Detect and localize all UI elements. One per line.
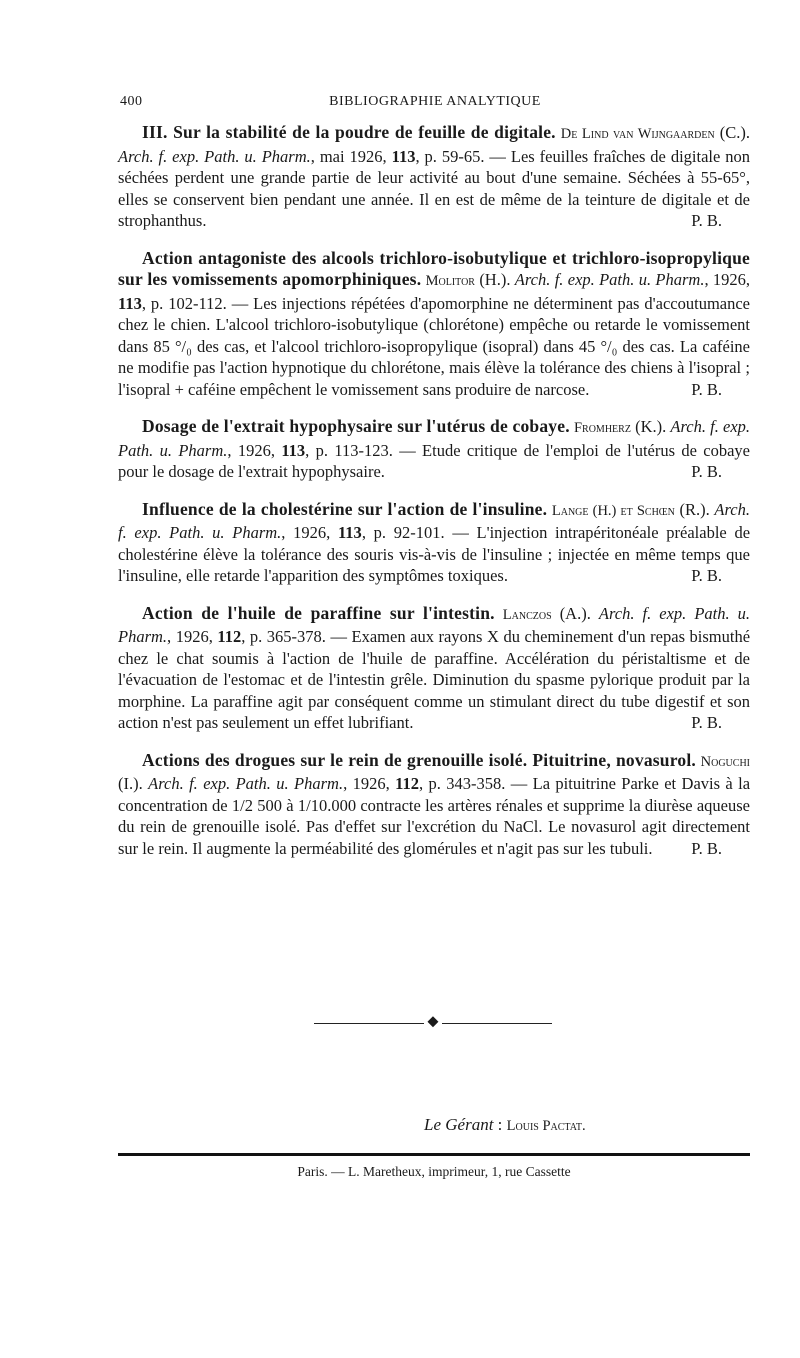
entry-journal: Arch. f. exp. Path. u. Pharm. bbox=[118, 146, 311, 166]
entry-paragraph bbox=[118, 416, 750, 483]
entry-pages: , p. 113-123. bbox=[305, 440, 393, 460]
entry-author: Molitor bbox=[425, 273, 475, 289]
entry-date: , mai 1926, bbox=[310, 146, 387, 166]
entry-volume: 112 bbox=[217, 627, 242, 646]
page-header bbox=[120, 94, 750, 116]
entry-journal: Arch. f. exp. Path. u. Pharm. bbox=[514, 270, 705, 289]
bibliography-entry bbox=[118, 750, 750, 860]
entry-author: Noguchi bbox=[700, 753, 750, 770]
entry-paragraph bbox=[118, 499, 750, 587]
entry-date: , 1926, bbox=[704, 270, 751, 289]
entry-paragraph bbox=[118, 248, 750, 401]
entry-journal: Arch. f. exp. Path. u. Pharm. bbox=[118, 417, 751, 460]
bibliography-entry bbox=[118, 122, 750, 232]
entry-journal: Arch. f. exp. Path. u. Pharm. bbox=[148, 774, 344, 793]
entry-abstract: — Etude critique de l'emploi de l'utérus de cobaye pour le dosage de l'extrait hypophysaire. bbox=[118, 440, 750, 481]
entry-title: Influence de la cholestérine sur l'action de l'insuline. bbox=[142, 498, 548, 519]
gerant-line: Le Gérant : Louis Pactat. bbox=[424, 1115, 586, 1134]
entry-author-initials: (K.). bbox=[635, 417, 667, 436]
entry-date: , 1926, bbox=[343, 774, 390, 793]
entry-abstract: — La pituitrine Parke et Davis à la concentration de 1/2 500 à 1/10.000 contracte les artères rénales et supprime la diurèse aqueuse du rein de grenouille isolé. Pas d'effet sur l'excrétion du NaCl. Le novasurol agit directement sur le rein. Il augmente la perméabilité des glomérules et n'agit pas sur les tubuli. bbox=[118, 774, 751, 858]
entry-signature: P. B. bbox=[691, 838, 722, 858]
gerant-name: Louis Pactat. bbox=[506, 1118, 586, 1134]
bibliography-entry bbox=[118, 416, 750, 483]
bibliography-entry bbox=[118, 248, 750, 401]
entry-journal: Arch. f. exp. Path. u. Pharm. bbox=[118, 499, 750, 542]
entry-author-initials: (I.). bbox=[118, 774, 143, 793]
running-title: BIBLIOGRAPHIE ANALYTIQUE bbox=[329, 94, 541, 109]
entry-author: De Lind van Wijngaarden bbox=[560, 126, 715, 142]
entry-volume: 113 bbox=[281, 440, 306, 460]
entry-title: Action antagoniste des alcools trichloro-isobutylique et trichloro-isopropylique sur les vomissements apomorphiniques. bbox=[118, 247, 750, 289]
entry-volume: 113 bbox=[118, 293, 142, 313]
ornament-icon: ⬥ bbox=[427, 1013, 439, 1030]
entry-abstract: — Les injections répétées d'apomorphine ne déterminent pas d'accoutumance chez le chien. L'alcool trichloro-isobutylique (chlorétone) empêche ou retarde le vomissement dans 85 °/₀ des cas, et l'alcool trichloro-isopropylique (isopral) dans 45 °/₀ des cas. La caféine ne modifie pas l'action hypnotique du chlorétone, mais élève la tolérance des chiens à l'isopral ; l'isopral + caféine empêchent le vomissement sans produire de narcose. bbox=[118, 293, 751, 399]
entry-author-initials: (H.). bbox=[479, 270, 511, 289]
entry-title: Actions des drogues sur le rein de grenouille isolé. Pituitrine, novasurol. bbox=[142, 749, 696, 770]
entry-signature: P. B. bbox=[691, 211, 722, 230]
entry-author: Lange (H.) et Schœn bbox=[551, 502, 675, 519]
entry-abstract: — L'injection intrapéritonéale préalable de cholestérine élève la tolérance des souris vis-à-vis de l'insuline ; injectée en même temps que l'insuline, elle retarde l'apparition des symptômes toxiques. bbox=[118, 523, 751, 585]
bibliography-list bbox=[118, 122, 750, 875]
entry-paragraph bbox=[118, 122, 750, 232]
entry-author-initials: (R.). bbox=[679, 499, 710, 519]
entry-signature: P. B. bbox=[691, 566, 722, 585]
entry-pages: , p. 92-101. bbox=[361, 523, 445, 542]
entry-title: III. Sur la stabilité de la poudre de feuille de digitale. bbox=[142, 122, 556, 142]
entry-author: Lanczos bbox=[502, 606, 552, 623]
entry-paragraph bbox=[118, 603, 750, 734]
printer-imprint: Paris. — L. Maretheux, imprimeur, 1, rue Cassette bbox=[297, 1164, 571, 1179]
entry-signature: P. B. bbox=[691, 379, 722, 399]
entry-pages: , p. 59-65. bbox=[415, 146, 485, 166]
gerant-label: Le Gérant bbox=[424, 1115, 494, 1134]
entry-abstract: — Examen aux rayons X du cheminement d'un repas bismuthé chez le chat soumis à l'action de l'huile de paraffine. Accélération du péristaltisme et de l'évacuation de l'estomac et de l'intestin grêle. Diminution du spasme pylorique produit par la morphine. La paraffine agit par conséquent comme un stimulant direct du tube digestif et son action n'est pas seulement un effet lubrifiant. bbox=[118, 627, 751, 732]
entry-date: , 1926, bbox=[227, 440, 275, 460]
entry-volume: 113 bbox=[337, 523, 362, 542]
entry-volume: 112 bbox=[395, 774, 419, 793]
entry-volume: 113 bbox=[391, 146, 416, 166]
entry-signature: P. B. bbox=[691, 713, 722, 732]
footer-rule bbox=[118, 1153, 750, 1156]
bibliography-entry bbox=[118, 499, 750, 587]
entry-pages: , p. 343-358. bbox=[418, 774, 506, 793]
entry-author-initials: (C.). bbox=[719, 123, 750, 142]
entry-abstract: — Les feuilles fraîches de digitale non séchées perdent une grande partie de leur activité au bout d'une semaine. Séchées à 55-65°, elles se conservent bien pendant une année. Il en est de même de la teinture de digitale et de strophanthus. bbox=[118, 146, 751, 230]
entry-signature: P. B. bbox=[691, 462, 722, 481]
entry-date: , 1926, bbox=[281, 523, 331, 542]
entry-title: Dosage de l'extrait hypophysaire sur l'utérus de cobaye. bbox=[142, 416, 570, 436]
entry-author-initials: (A.). bbox=[559, 603, 591, 623]
entry-title: Action de l'huile de paraffine sur l'intestin. bbox=[142, 602, 495, 623]
entry-pages: , p. 365-378. bbox=[241, 627, 326, 646]
entry-date: , 1926, bbox=[167, 627, 213, 646]
entry-pages: , p. 102-112. bbox=[141, 293, 227, 313]
entry-journal: Arch. f. exp. Path. u. Pharm. bbox=[118, 603, 751, 646]
entry-author: Fromherz bbox=[573, 420, 631, 436]
page-number: 400 bbox=[120, 94, 143, 109]
section-divider bbox=[314, 1013, 552, 1032]
bibliography-entry bbox=[118, 603, 750, 734]
entry-paragraph bbox=[118, 750, 750, 860]
